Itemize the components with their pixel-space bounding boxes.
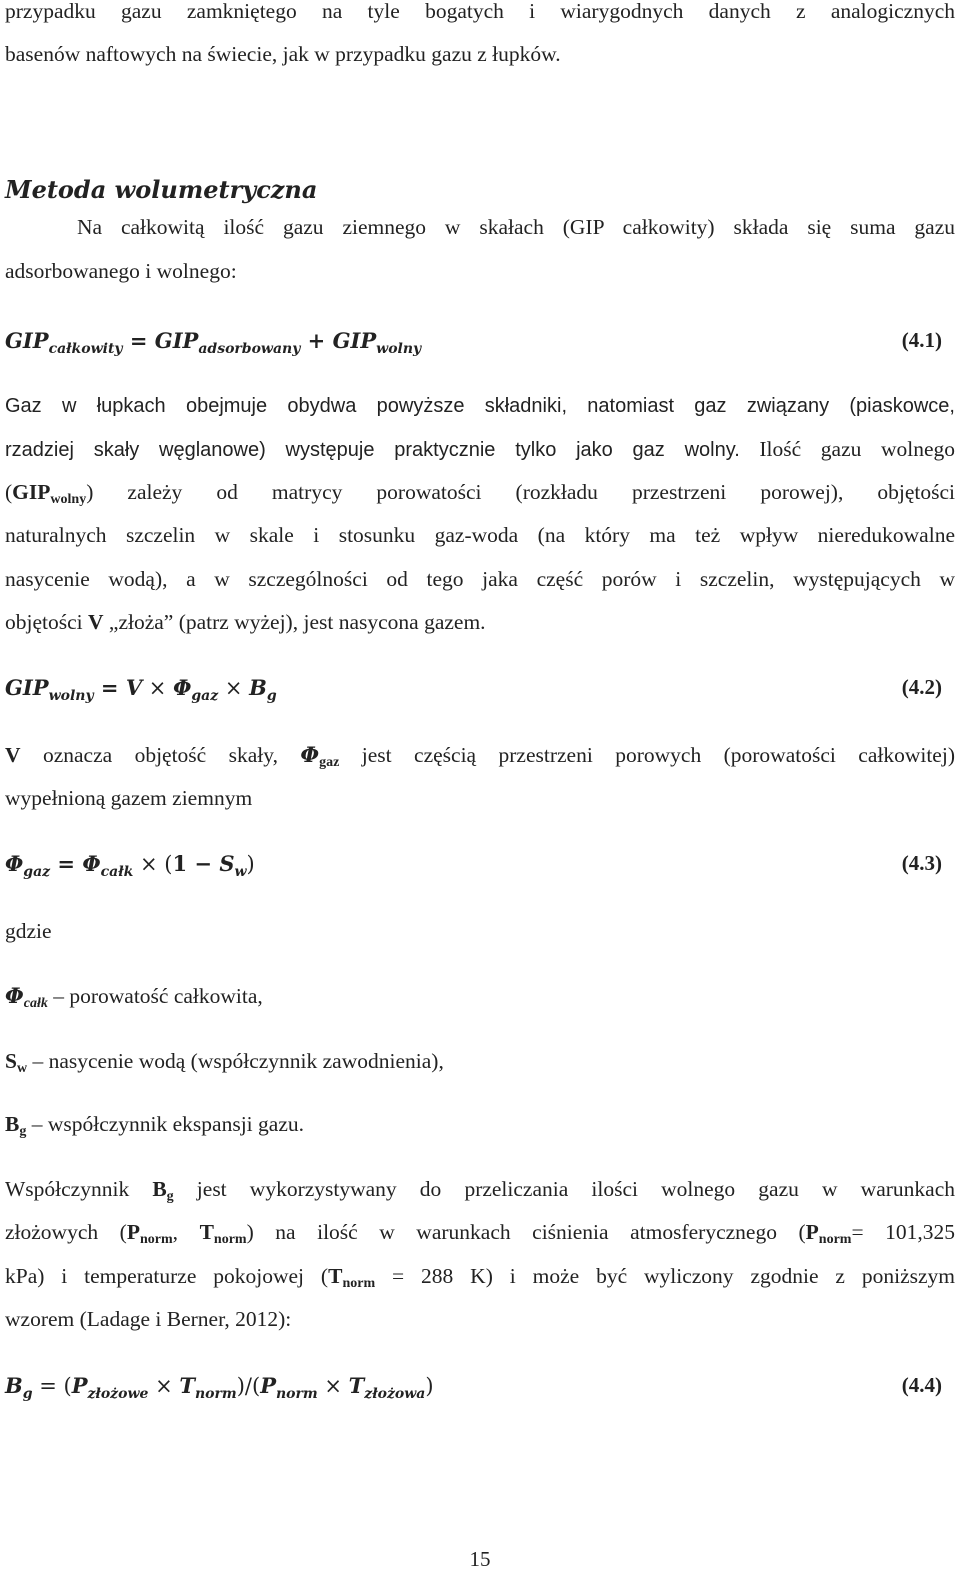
text-line: kPa) i temperaturze pokojowej ($T_{norm} = 288$ K) i może być wyliczony zgodnie z poniższym xyxy=(5,1264,955,1291)
text-line: adsorbowanego i wolnego: xyxy=(5,259,237,283)
equation-number: (4.2) xyxy=(901,675,942,699)
text-line: wzorem (Ladage i Berner, 2012): xyxy=(5,1307,292,1331)
text-line: basenów naftowych na świecie, jak w przypadku gazu z łupków. xyxy=(5,42,561,66)
text-line: Na całkowitą ilość gazu ziemnego w skałach (GIP całkowity) składa się suma gazu xyxy=(77,215,955,239)
text-line: złożowych ($P_{norm}$, $T_{norm}$) na ilość w warunkach ciśnienia atmosferycznego ($P_{norm}= 101,325$ xyxy=(5,1220,955,1247)
page-number: 15 xyxy=(469,1547,491,1571)
definition-phi: $\Phi_{całk}$ – porowatość całkowita, xyxy=(5,984,263,1011)
text-line: przypadku gazu zamkniętego na tyle bogatych i wiarygodnych danych z analogicznych xyxy=(5,0,955,23)
text-line: objętości V „złoża” (patrz wyżej), jest nasycona gazem. xyxy=(5,610,486,634)
equation-number: (4.1) xyxy=(901,328,942,352)
equation-4-3: $\Phi_{gaz} = \Phi_{całk} \times (1 - S_w)$ xyxy=(5,851,255,880)
definition-sw: $S_w$ – nasycenie wodą (współczynnik zawodnienia), xyxy=(5,1049,444,1076)
section-heading: Metoda wolumetryczna xyxy=(5,175,318,204)
equation-number: (4.4) xyxy=(901,1373,942,1397)
text-line: nasycenie wodą), a w szczególności od tego jaka część porów i szczelin, występujących w xyxy=(5,567,955,591)
text-line: wypełnioną gazem ziemnym xyxy=(5,786,253,810)
text-line: V oznacza objętość skały, $\Phi_{gaz}$ jest częścią przestrzeni porowych (porowatości całkowitej) xyxy=(5,743,955,770)
text-line: Gaz w łupkach obejmuje obydwa powyższe składniki, natomiast gaz związany (piaskowce, xyxy=(5,395,955,417)
text-line: $(GIP_{wolny})$ zależy od matrycy porowatości (rozkładu przestrzeni porowej), objętości xyxy=(5,480,955,507)
text-line: Współczynnik $B_g$ jest wykorzystywany do przeliczania ilości wolnego gazu w warunkach xyxy=(5,1177,955,1204)
equation-4-2: $GIP_{wolny} = V \times \Phi_{gaz} \times B_g$ xyxy=(5,675,277,704)
equation-4-4: $B_g = (P_{złożowe} \times T_{norm})/(P_{norm} \times T_{złożowa})$ xyxy=(5,1373,434,1402)
text-line: rzadziej skały węglanowe) występuje praktycznie tylko jako gaz wolny. Ilość gazu wolnego xyxy=(5,437,956,461)
equation-4-1: $GIP_{całkowity} = GIP_{adsorbowany} + GIP_{wolny}$ xyxy=(5,328,422,357)
definition-bg: $B_g$ – współczynnik ekspansji gazu. xyxy=(5,1112,304,1139)
equation-number: (4.3) xyxy=(901,851,942,875)
text-line: gdzie xyxy=(5,919,52,943)
text-line: naturalnych szczelin w skale i stosunku gaz-woda (na który ma też wpływ nieredukowalne xyxy=(5,523,955,547)
